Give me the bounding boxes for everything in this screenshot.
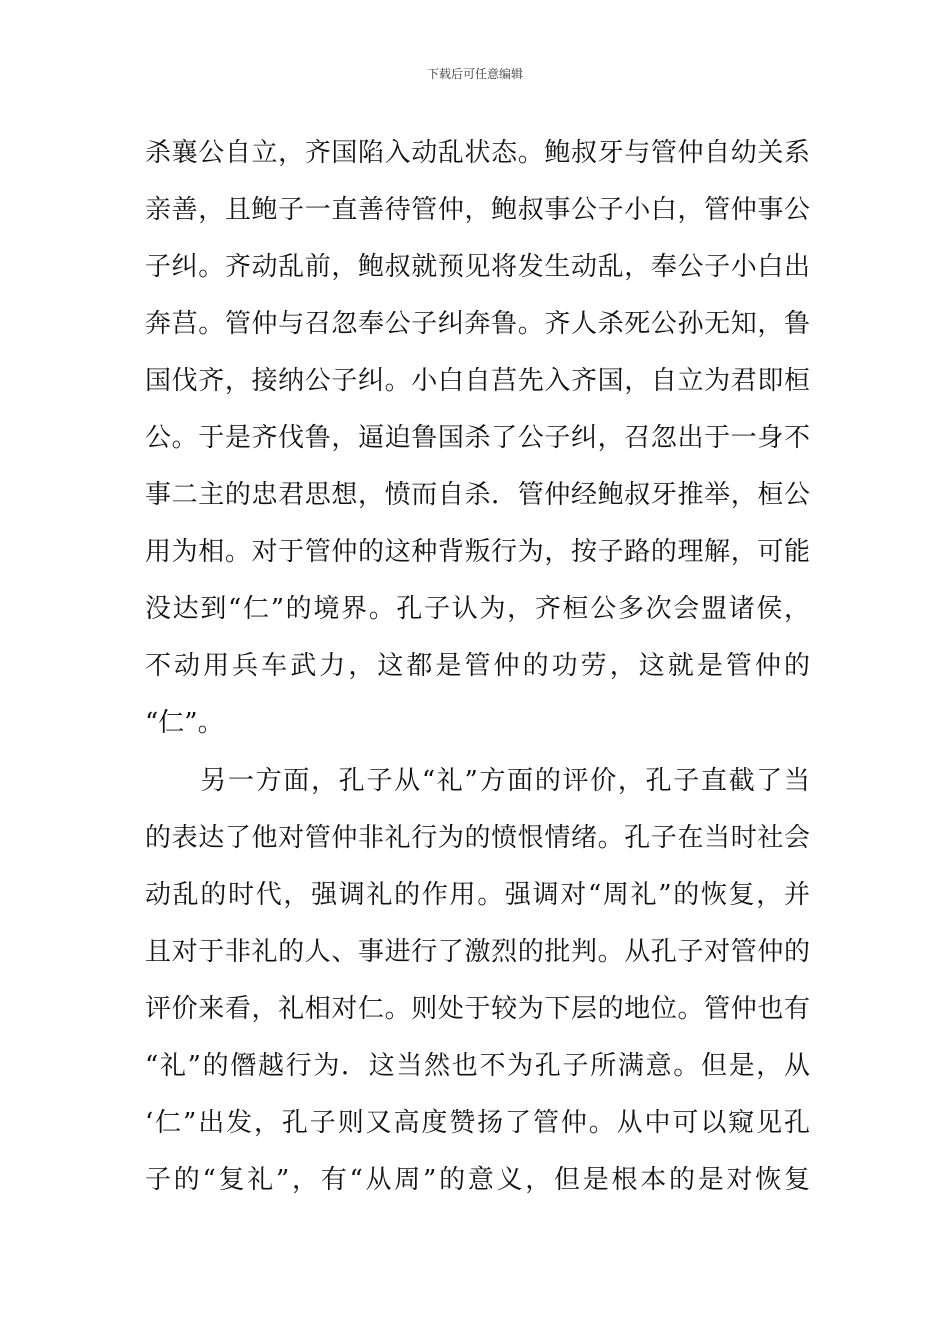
text-line: 事二主的忠君思想，愤而自杀．管仲经鲍叔牙推举，桓公 (145, 480, 810, 510)
text-line: 没达到“仁”的境界。孔子认为，齐桓公多次会盟诸侯， (145, 594, 810, 624)
text-line: “仁”。 (145, 708, 224, 738)
page-header: 下载后可任意编辑 (426, 67, 523, 81)
text-line: 子的“复礼”，有“从周”的意义，但是根本的是对恢复 (145, 1165, 810, 1195)
text-line: 奔莒。管仲与召忽奉公子纠奔鲁。齐人杀死公孙无知，鲁 (145, 309, 810, 339)
text-line: 另一方面，孔子从“礼”方面的评价，孔子直截了当 (145, 766, 810, 796)
text-line: 且对于非礼的人、事进行了激烈的批判。从孔子对管仲的 (145, 937, 810, 967)
text-line: ‘仁”出发，孔子则又高度赞扬了管仲。从中可以窥见孔 (145, 1108, 810, 1138)
text-line: 杀襄公自立，齐国陷入动乱状态。鲍叔牙与管仲自幼关系 (145, 138, 810, 168)
text-line: 公。于是齐伐鲁，逼迫鲁国杀了公子纠，召忽出于一身不 (145, 423, 810, 453)
text-line: 用为相。对于管仲的这种背叛行为，按子路的理解，可能 (145, 537, 810, 567)
text-line: 国伐齐，接纳公子纠。小白自莒先入齐国，自立为君即桓 (145, 366, 810, 396)
text-line: 不动用兵车武力，这都是管仲的功劳，这就是管仲的 (145, 651, 810, 681)
text-line: 亲善，且鲍子一直善待管仲，鲍叔事公子小白，管仲事公 (145, 195, 810, 225)
text-line: “礼”的僭越行为．这当然也不为孔子所满意。但是，从 (145, 1051, 810, 1081)
text-line: 评价来看，礼相对仁。则处于较为下层的地位。管仲也有 (145, 994, 810, 1024)
text-line: 的表达了他对管仲非礼行为的愤恨情绪。孔子在当时社会 (145, 823, 810, 853)
document-body (145, 128, 810, 1212)
text-line: 子纠。齐动乱前，鲍叔就预见将发生动乱，奉公子小白出 (145, 252, 810, 282)
text-line: 动乱的时代，强调礼的作用。强调对“周礼”的恢复，并 (145, 880, 810, 910)
